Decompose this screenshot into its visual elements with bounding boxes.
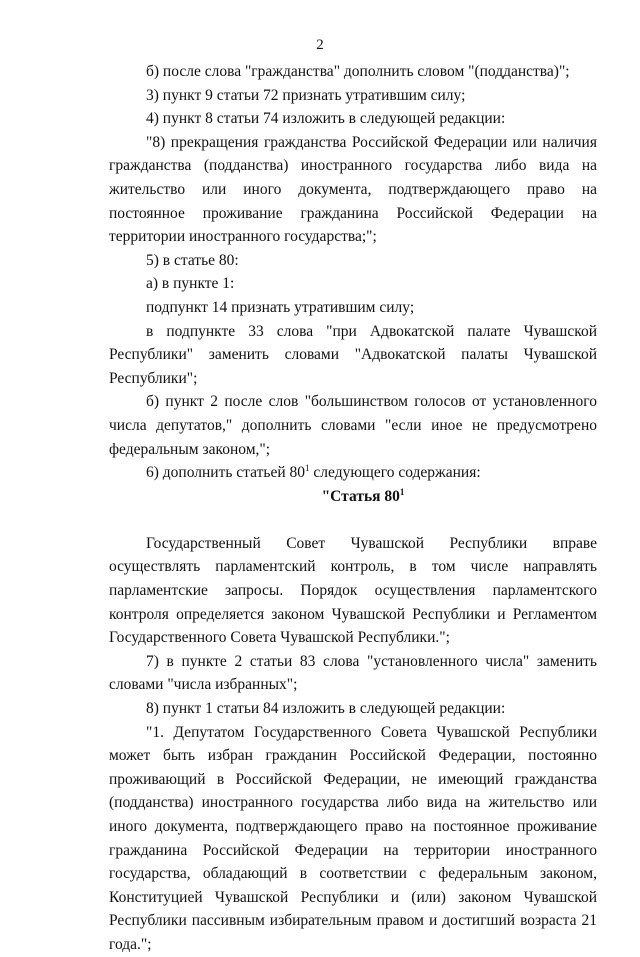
page-number: 2 <box>316 37 324 53</box>
paragraph-item-8: 8) пункт 1 статьи 84 изложить в следующей редакции: <box>146 700 506 718</box>
paragraph-item-5a: а) в пункте 1: <box>146 275 235 293</box>
paragraph-subitem-33: в подпункте 33 слова "при Адвокатской палате Чувашской Республики" заменить словами "Адвокатской палаты Чувашской Республики"; <box>109 322 597 387</box>
item-6-text-after: следующего содержания: <box>309 464 481 482</box>
item-6-text-before: 6) дополнить статьей 80 <box>146 464 306 482</box>
article-heading <box>109 485 597 509</box>
paragraph-amend-b: б) после слова "гражданства" дополнить словом "(подданства)"; <box>146 63 570 80</box>
paragraph-article-80-1-text: Государственный Совет Чувашской Республики вправе осуществлять парламентский контроль, в том числе направлять парламентские запросы. Порядок осуществления парламентского контроля определяется законом Чувашской Республики и Регламентом Государственного Совета Чувашской Республики."; <box>109 534 597 647</box>
article-heading-text: "Статья 80 <box>321 487 400 505</box>
paragraph-item-7: 7) в пункте 2 статьи 83 слова "установленного числа" заменить словами "числа избранных"; <box>109 652 597 694</box>
paragraph-item-5: 5) в статье 80: <box>146 251 239 269</box>
paragraph-item-6 <box>109 461 597 485</box>
document-body <box>109 60 597 957</box>
paragraph-subitem-14: подпункт 14 признать утратившим силу; <box>146 298 415 316</box>
item-6-superscript: 1 <box>305 463 310 474</box>
spacer <box>109 508 597 532</box>
paragraph-quote-84-1: "1. Депутатом Государственного Совета Чувашской Республики может быть избран гражданин Российской Федерации, постоянно проживающий в Российской Федерации, не имеющий гражданства (подданства) иностранного государства либо вида на жительство или иного документа, подтверждающего право на постоянное проживание гражданина Российской Федерации на территории иностранного государства, обладающий в соответствии с федеральным законом, Конституцией Чувашской Республики и (или) законом Чувашской Республики пассивным избирательным правом и достигший возраста 21 года."; <box>109 723 597 953</box>
article-heading-superscript: 1 <box>399 486 405 497</box>
paragraph-quote-8: "8) прекращения гражданства Российской Федерации или наличия гражданства (подданства) иностранного государства либо вида на жительство или иного документа, подтверждающего право на постоянное проживание гражданина Российской Федерации на территории иностранного государства;"; <box>109 133 597 246</box>
paragraph-item-5b: б) пункт 2 после слов "большинством голосов от установленного числа депутатов," дополнить словами "если иное не предусмотрено федеральным законом,"; <box>109 393 597 458</box>
paragraph-item-3: 3) пункт 9 статьи 72 признать утратившим силу; <box>146 86 466 104</box>
paragraph-item-4: 4) пункт 8 статьи 74 изложить в следующей редакции: <box>146 110 506 128</box>
